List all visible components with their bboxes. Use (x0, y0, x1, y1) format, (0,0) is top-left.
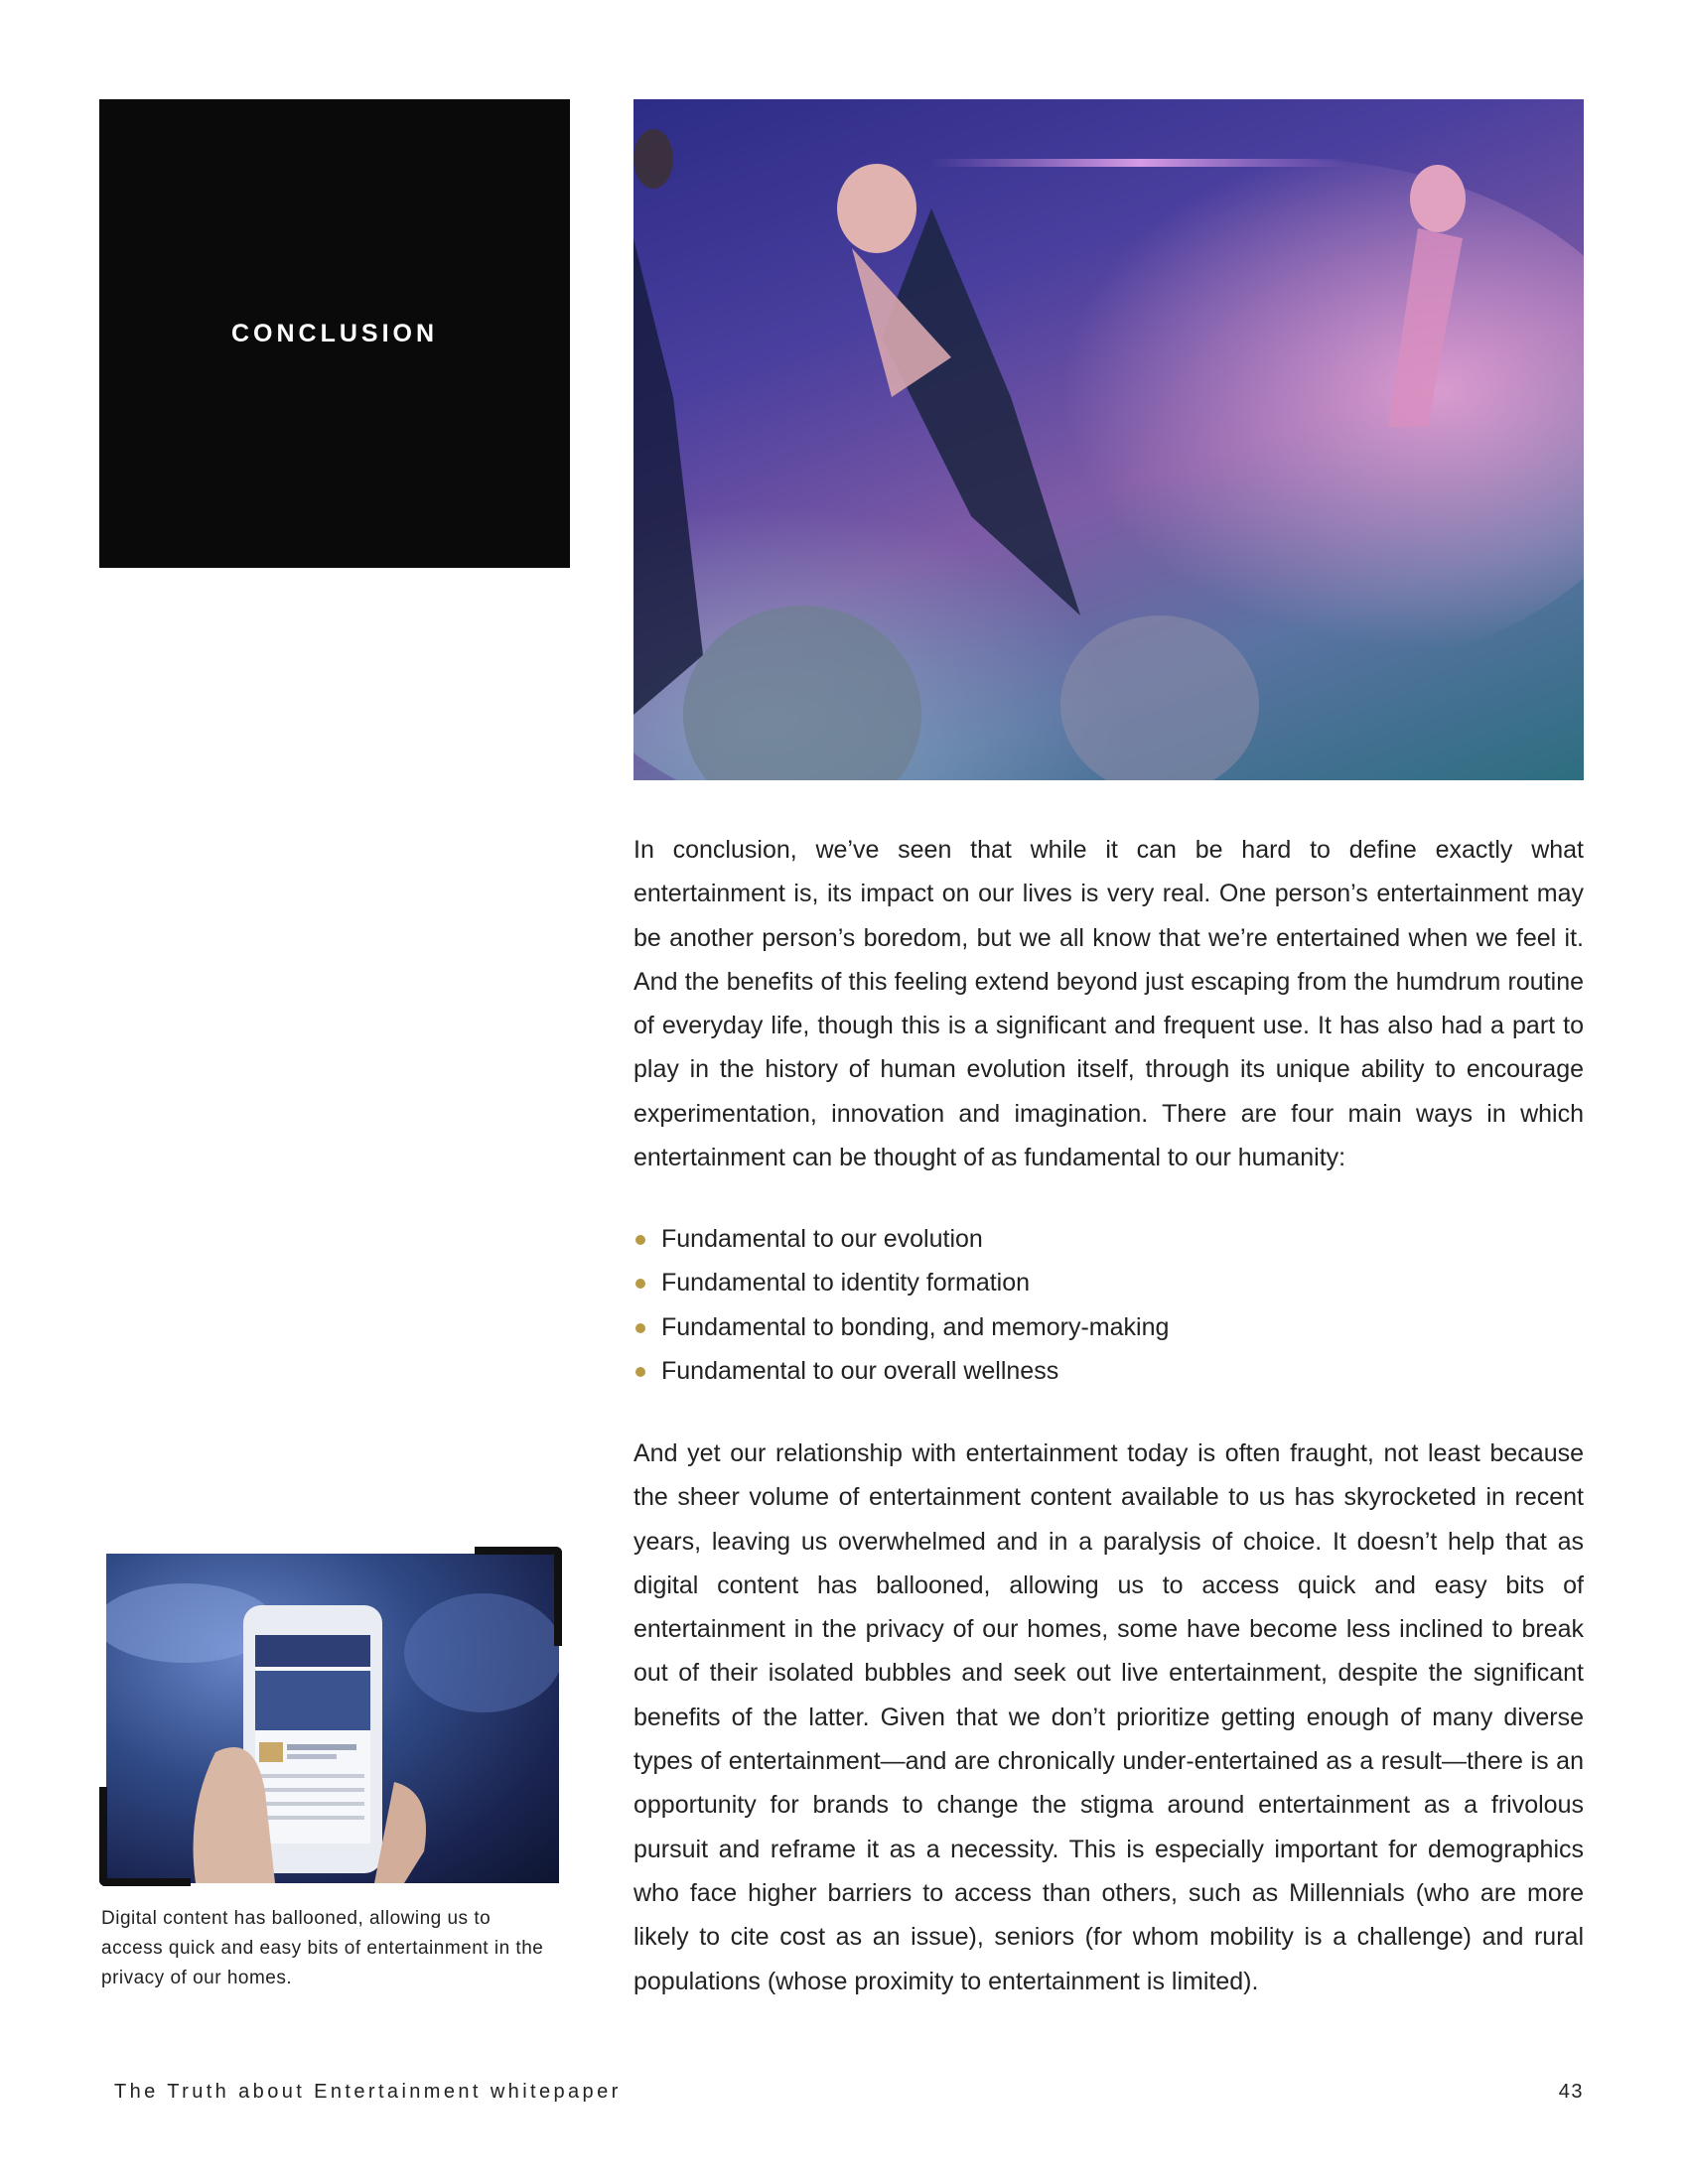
list-item: Fundamental to our overall wellness (633, 1349, 1584, 1393)
page-number: 43 (1558, 2081, 1584, 2103)
list-item: Fundamental to bonding, and memory-making (633, 1305, 1584, 1349)
corner-bracket-top-right (475, 1547, 562, 1646)
bullet-icon (635, 1367, 645, 1377)
conclusion-paragraph-1: In conclusion, we’ve seen that while it can be hard to define exactly what entertainment is, its impact on our lives is very real. One person’s entertainment may be another person’s boredom, but we all know that we’re entertained when we feel it. And the benefits of this feeling extend beyond just escaping from the humdrum routine of everyday life, though this is a significant and frequent use. It has also had a part to play in the history of human evolution itself, through its unique ability to encourage experimentation, innovation and imagination. There are four main ways in which entertainment can be thought of as fundamental to our humanity: (633, 836, 1584, 1172)
section-header-block (99, 99, 570, 568)
concert-crowd-image (633, 99, 1584, 780)
section-title: CONCLUSION (230, 320, 439, 347)
bullet-icon (635, 1279, 645, 1289)
list-item: Fundamental to identity formation (633, 1261, 1584, 1304)
list-item: Fundamental to our evolution (633, 1217, 1584, 1261)
bullet-icon (635, 1235, 645, 1245)
corner-bracket-bottom-left (99, 1787, 191, 1886)
footer-title: The Truth about Entertainment whitepaper (114, 2081, 622, 2103)
image-caption: Digital content has ballooned, allowing us to access quick and easy bits of entertainment in the privacy of our homes. (101, 1908, 544, 1988)
bullet-icon (635, 1323, 645, 1333)
fundamentals-list (633, 1217, 1584, 1393)
hero-photo (633, 99, 1584, 780)
conclusion-paragraph-2: And yet our relationship with entertainment today is often fraught, not least because the sheer volume of entertainment content available to us has skyrocketed in recent years, leaving us overwhelmed and in a paralysis of choice. It doesn’t help that as digital content has ballooned, allowing us to access quick and easy bits of entertainment in the privacy of our homes, some have become less inclined to break out of their isolated bubbles and seek out live entertainment, despite the significant benefits of the latter. Given that we don’t prioritize getting enough of many diverse types of entertainment—and are chronically under-entertained as a result—there is an opportunity for brands to change the stigma around entertainment as a frivolous pursuit and reframe it as a necessity. This is especially important for demographics who face higher barriers to access than others, such as Millennials (who are more likely to cite cost as an issue), seniors (for whom mobility is a challenge) and rural populations (whose proximity to entertainment is limited). (633, 1439, 1584, 1995)
